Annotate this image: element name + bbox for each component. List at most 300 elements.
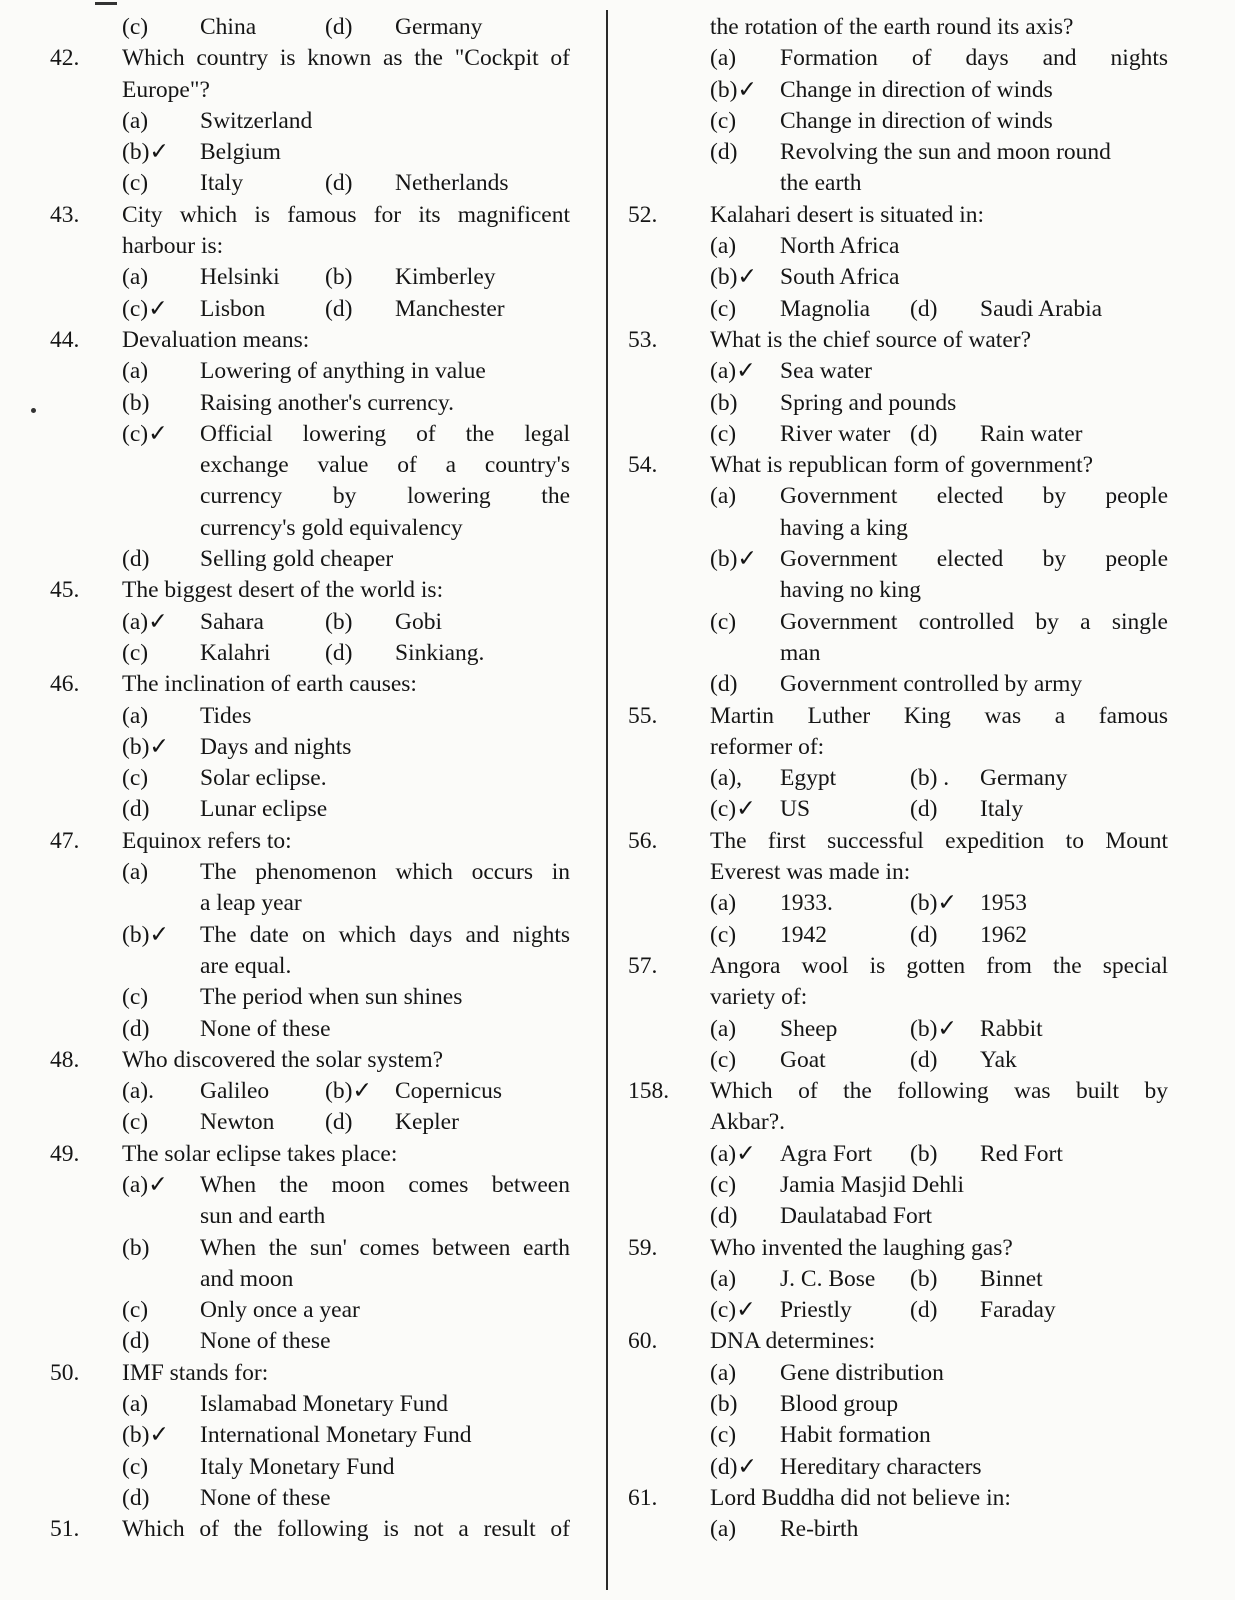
option-pair-item [710,294,910,325]
option-text: 1933. [780,890,833,917]
option-text: J. C. Bose [780,1265,876,1292]
option-pair-item [910,763,1110,794]
option-label: (a) [122,859,149,886]
question-line [50,1139,570,1170]
option-pair-item [710,888,910,919]
option-line [50,701,570,732]
option-text: South Africa [780,264,900,291]
option-line [50,1326,570,1357]
option-text: Germany [395,14,483,40]
option-line [50,137,570,168]
option-label: (b)✓ [122,1422,170,1449]
option-text: Egypt [780,765,837,792]
option-text: Saudi Arabia [980,295,1103,322]
option-text: Kalahri [200,639,271,666]
scan-mark [95,2,117,5]
option-pair-line [628,419,1168,450]
option-label: (a), [710,765,742,792]
option-line [50,356,570,387]
option-pair-item [325,638,530,669]
option-text: US [780,796,811,823]
option-line [50,1389,570,1420]
option-pair-item [910,1139,1110,1170]
option-label: (a). [122,1078,154,1105]
question-text: Which country is known as the "Cockpit of [122,45,570,72]
option-text: Italy Monetary Fund [200,1453,395,1480]
question-text: Martin Luther King was a famous [710,702,1168,729]
question-continuation [628,857,1168,888]
option-pair-item [325,12,530,43]
option-pair-item [710,1295,910,1326]
option-line [628,1170,1168,1201]
option-text: Revolving the sun and moon round [780,139,1111,166]
option-label: (c) [122,984,149,1011]
option-pair-line [628,1139,1168,1170]
option-text: None of these [200,1328,331,1355]
option-text: Only once a year [200,1297,360,1324]
option-pair-line [628,920,1168,951]
option-pair-line [628,1045,1168,1076]
option-label: (d) [710,1203,738,1230]
option-text: Manchester [395,295,505,322]
option-continuation [628,168,1168,199]
option-text: Habit formation [780,1422,931,1449]
option-text: Official lowering of the legal [200,420,570,447]
option-text: exchange value of a country's [200,452,570,479]
option-label: (d) [710,671,738,698]
option-line [50,1295,570,1326]
option-text: When the moon comes between [200,1171,570,1198]
question-text: variety of: [710,984,808,1011]
option-label: (d) [910,295,938,322]
question-number: 53. [628,326,658,353]
question-text: Everest was made in: [710,859,911,886]
option-pair-line [50,294,570,325]
option-label: (a)✓ [710,358,756,385]
option-text: Gobi [395,608,442,635]
option-label: (d) [325,170,353,197]
option-label: (c)✓ [710,1297,756,1324]
question-continuation [628,982,1168,1013]
option-label: (a) [710,483,737,510]
option-continuation [50,481,570,512]
question-text: Devaluation means: [122,326,310,353]
option-pair-item [910,920,1110,951]
option-text: The period when sun shines [200,984,463,1011]
question-text: Akbar?. [710,1109,786,1136]
option-label: (a) [710,890,737,917]
option-line [50,982,570,1013]
option-text: Magnolia [780,295,871,322]
option-line [50,1233,570,1264]
option-pair-item [710,419,910,450]
option-label: (c)✓ [122,295,168,322]
option-line [50,419,570,450]
option-text: Goat [780,1046,826,1073]
option-line [628,262,1168,293]
question-line [50,826,570,857]
option-line [628,1452,1168,1483]
option-pair-item [122,607,325,638]
option-label: (d) [325,295,353,322]
question-number: 49. [50,1140,80,1167]
option-continuation [628,575,1168,606]
option-text: Newton [200,1109,275,1136]
option-label: (b) [910,1140,938,1167]
option-label: (d) [910,1297,938,1324]
option-line [50,920,570,951]
option-label: (d) [122,1484,150,1511]
option-text: sun and earth [200,1203,326,1230]
option-pair-item [122,294,325,325]
option-label: (c) [710,107,737,134]
question-number: 60. [628,1328,658,1355]
question-number: 56. [628,827,658,854]
option-pair-item [122,638,325,669]
option-text: Government elected by people [780,483,1168,510]
option-pair-item [910,1264,1110,1295]
option-continuation [50,513,570,544]
option-text: River water [780,420,891,447]
option-label: (d) [325,14,353,40]
option-pair-line [50,262,570,293]
option-text: having a king [780,514,908,541]
option-label: (d) [325,1109,353,1136]
option-label: (b)✓ [122,139,170,166]
option-text: China [200,14,257,40]
option-pair-item [122,1107,325,1138]
option-pair-line [628,763,1168,794]
option-label: (c) [122,1453,149,1480]
option-line [628,137,1168,168]
option-pair-item [710,920,910,951]
option-text: Italy [980,796,1024,823]
option-label: (a)✓ [122,608,168,635]
question-text: Lord Buddha did not believe in: [710,1484,1011,1511]
option-line [50,544,570,575]
option-label: (b) . [910,765,950,792]
option-pair-item [710,794,910,825]
option-pair-line [628,888,1168,919]
question-text: DNA determines: [710,1328,876,1355]
option-continuation [628,513,1168,544]
option-label: (b) [710,1391,738,1418]
option-pair-item [710,1139,910,1170]
question-text: Kalahari desert is situated in: [710,201,985,228]
option-line [628,1420,1168,1451]
option-text: the earth [780,170,862,197]
option-text: The date on which days and nights [200,921,570,948]
question-text: Which of the following was built by [710,1078,1168,1105]
option-line [628,43,1168,74]
option-text: currency by lowering the [200,483,570,510]
question-line [628,1233,1168,1264]
option-text: Solar eclipse. [200,765,327,792]
option-text: Lowering of anything in value [200,358,486,385]
option-text: Galileo [200,1078,270,1105]
option-label: (c) [122,765,149,792]
option-pair-item [325,168,530,199]
option-text: Helsinki [200,264,280,291]
option-label: (c) [122,639,149,666]
question-continuation [50,75,570,106]
question-line [50,325,570,356]
option-pair-item [325,607,530,638]
question-continuation [50,231,570,262]
option-label: (b)✓ [122,733,170,760]
option-pair-line [50,1107,570,1138]
option-text: Daulatabad Fort [780,1203,933,1230]
option-text: Kimberley [395,264,496,291]
option-label: (c) [122,170,149,197]
option-label: (c) [122,14,149,40]
option-continuation [50,1264,570,1295]
question-line [50,1358,570,1389]
option-text: When the sun' comes between earth [200,1234,570,1261]
option-text: Priestly [780,1297,852,1324]
option-pair-item [325,262,530,293]
option-label: (a) [122,702,149,729]
question-line [628,450,1168,481]
option-text: Faraday [980,1297,1056,1324]
question-text: The first successful expedition to Mount [710,827,1168,854]
option-text: Rain water [980,420,1083,447]
option-label: (c) [710,295,737,322]
option-text: Government controlled by a single [780,608,1168,635]
option-text: None of these [200,1484,331,1511]
option-line [628,75,1168,106]
option-pair-item [910,1295,1110,1326]
option-line [628,481,1168,512]
question-number: 51. [50,1516,80,1543]
option-label: (c) [710,921,737,948]
option-continuation [50,450,570,481]
option-text: Red Fort [980,1140,1063,1167]
option-line [628,106,1168,137]
option-line [50,763,570,794]
option-label: (a) [710,1516,737,1543]
option-line [628,356,1168,387]
question-line [628,701,1168,732]
option-label: (d)✓ [710,1453,758,1480]
option-line [628,1514,1168,1545]
option-line [50,1483,570,1514]
option-text: a leap year [200,890,302,917]
question-line [628,1326,1168,1357]
option-text: Netherlands [395,170,509,197]
option-label: (c)✓ [122,420,168,447]
option-line [628,1358,1168,1389]
option-text: Rabbit [980,1015,1043,1042]
option-label: (a)✓ [710,1140,756,1167]
option-pair-item [710,1014,910,1045]
option-line [628,388,1168,419]
option-line [50,1014,570,1045]
option-label: (b)✓ [122,921,170,948]
option-pair-line [50,638,570,669]
option-label: (b) [122,1234,150,1261]
option-pair-line [50,607,570,638]
option-label: (b) [325,264,353,291]
column-divider [606,10,608,1590]
option-label: (b) [325,608,353,635]
option-text: Government elected by people [780,546,1168,573]
option-text: Gene distribution [780,1359,944,1386]
option-text: None of these [200,1015,331,1042]
option-label: (d) [910,921,938,948]
option-pair-item [122,1076,325,1107]
question-text: Europe"? [122,76,210,103]
option-pair-item [910,294,1110,325]
option-text: Italy [200,170,244,197]
option-label: (d) [122,796,150,823]
option-text: International Monetary Fund [200,1422,472,1449]
question-number: 43. [50,201,80,228]
option-pair-line [628,1014,1168,1045]
question-text: Which of the following is not a result of [122,1516,570,1543]
option-pair-item [325,1076,530,1107]
question-number: 158. [628,1078,670,1105]
question-text: The solar eclipse takes place: [122,1140,398,1167]
option-text: having no king [780,577,921,604]
option-pair-item [710,1264,910,1295]
question-continuation [628,12,1168,43]
option-text: Tides [200,702,252,729]
option-line [50,1170,570,1201]
question-number: 61. [628,1484,658,1511]
option-text: Sinkiang. [395,639,485,666]
question-text: IMF stands for: [122,1359,269,1386]
option-text: Selling gold cheaper [200,546,394,573]
option-text: Raising another's currency. [200,389,454,416]
option-label: (d) [122,1015,150,1042]
option-label: (a) [122,107,149,134]
option-pair-item [122,262,325,293]
question-line [628,325,1168,356]
question-text: reformer of: [710,733,825,760]
question-line [628,1076,1168,1107]
option-text: Kepler [395,1109,459,1136]
option-text: Belgium [200,139,281,166]
question-line [628,951,1168,982]
option-label: (a) [122,358,149,385]
question-text: Angora wool is gotten from the special [710,952,1168,979]
question-line [50,575,570,606]
option-label: (a)✓ [122,1171,168,1198]
option-label: (a) [122,1391,149,1418]
option-label: (c) [122,1109,149,1136]
option-text: Re-birth [780,1516,859,1543]
option-label: (b)✓ [710,264,758,291]
option-label: (d) [710,139,738,166]
question-line [50,1045,570,1076]
option-line [628,544,1168,575]
option-label: (b)✓ [710,76,758,103]
question-number: 57. [628,952,658,979]
question-number: 42. [50,45,80,72]
question-number: 55. [628,702,658,729]
question-number: 46. [50,671,80,698]
option-line [628,669,1168,700]
option-label: (c) [710,608,737,635]
option-text: Lunar eclipse [200,796,328,823]
question-text: City which is famous for its magnificent [122,201,570,228]
option-text: Government controlled by army [780,671,1083,698]
option-pair-item [122,168,325,199]
option-text: Sheep [780,1015,838,1042]
question-line [628,826,1168,857]
option-continuation [50,1201,570,1232]
option-pair-line [628,1295,1168,1326]
option-line [628,1389,1168,1420]
option-line [50,732,570,763]
left-column [50,12,570,1546]
option-pair-line [628,794,1168,825]
option-label: (d) [325,639,353,666]
option-line [50,388,570,419]
option-label: (c) [710,420,737,447]
question-text: harbour is: [122,233,224,260]
option-label: (d) [122,546,150,573]
option-text: Germany [980,765,1068,792]
option-continuation [628,638,1168,669]
option-pair-item [710,1045,910,1076]
question-number: 50. [50,1359,80,1386]
option-line [50,857,570,888]
option-line [628,231,1168,262]
question-number: 48. [50,1046,80,1073]
option-text: Yak [980,1046,1017,1073]
option-line [50,1420,570,1451]
question-line [50,1514,570,1545]
option-pair-item [910,794,1110,825]
option-label: (b) [122,389,150,416]
question-text: Who invented the laughing gas? [710,1234,1013,1261]
option-label: (d) [122,1328,150,1355]
option-text: Sahara [200,608,264,635]
question-text: Who discovered the solar system? [122,1046,444,1073]
option-pair-item [122,12,325,43]
option-pair-line [628,294,1168,325]
option-text: are equal. [200,952,292,979]
question-number: 54. [628,452,658,479]
option-text: Hereditary characters [780,1453,982,1480]
question-number: 52. [628,201,658,228]
option-continuation [50,888,570,919]
option-label: (b) [910,1265,938,1292]
option-line [50,106,570,137]
option-text: Change in direction of winds [780,76,1053,103]
option-line [50,1452,570,1483]
option-text: currency's gold equivalency [200,514,463,541]
option-label: (c)✓ [710,796,756,823]
option-continuation [50,951,570,982]
option-label: (c) [710,1171,737,1198]
question-line [50,669,570,700]
question-text: Equinox refers to: [122,827,292,854]
option-line [50,794,570,825]
option-label: (c) [710,1046,737,1073]
option-label: (c) [710,1422,737,1449]
question-continuation [628,732,1168,763]
option-text: man [780,639,821,666]
question-number: 44. [50,326,80,353]
option-label: (b)✓ [910,890,958,917]
option-text: Switzerland [200,107,313,134]
option-text: The phenomenon which occurs in [200,859,570,886]
question-number: 59. [628,1234,658,1261]
option-label: (a) [710,45,737,72]
